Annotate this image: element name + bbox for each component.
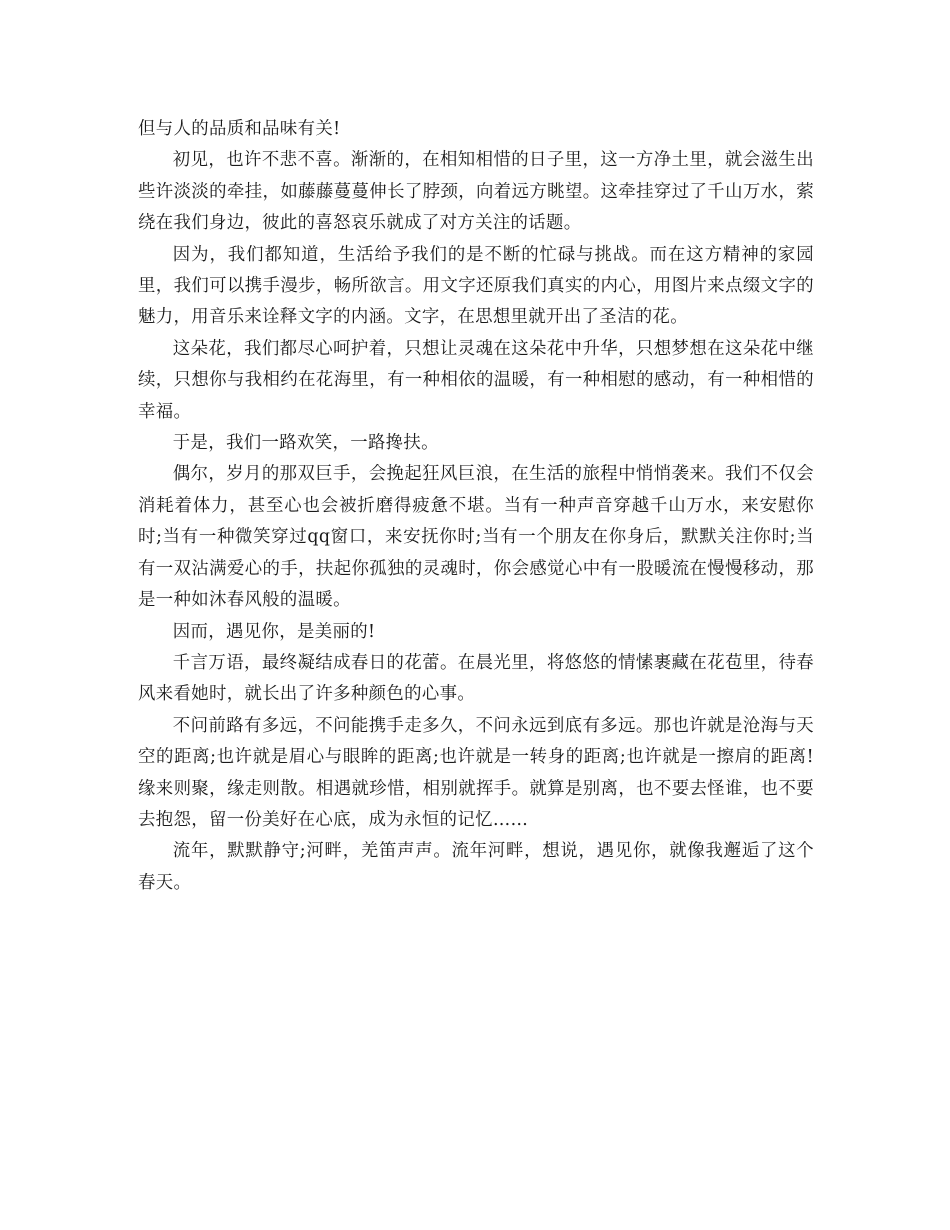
paragraph: 千言万语，最终凝结成春日的花蕾。在晨光里，将悠悠的情愫裹藏在花苞里，待春风来看她时，就长出了许多种颜色的心事。 (138, 652, 814, 705)
paragraph: 流年，默默静守;河畔，羌笛声声。流年河畔，想说，遇见你，就像我邂逅了这个春天。 (138, 841, 814, 893)
paragraph-continuation: 但与人的品质和品味有关! (138, 119, 341, 139)
paragraph: 因为，我们都知道，生活给予我们的是不断的忙碌与挑战。而在这方精神的家园里，我们可以携手漫步，畅所欲言。用文字还原我们真实的内心，用图片来点缀文字的魅力，用音乐来诠释文字的内涵。文字，在思想里就开出了圣洁的花。 (138, 244, 814, 328)
paragraph: 于是，我们一路欢笑，一路搀扶。 (172, 433, 439, 454)
paragraph: 偶尔，岁月的那双巨手，会挽起狂风巨浪，在生活的旅程中悄悄袭来。我们不仅会消耗着体力，甚至心也会被折磨得疲惫不堪。当有一种声音穿越千山万水，来安慰你时;当有一种微笑穿过qq窗口，来安抚你时;当有一个朋友在你身后，默默关注你时;当有一双沾满爱心的手，扶起你孤独的灵魂时，你会感觉心中有一股暖流在慢慢移动，那是一种如沐春风般的温暖。 (138, 464, 814, 611)
document-body (138, 114, 814, 899)
paragraph: 不问前路有多远，不问能携手走多久，不问永远到底有多远。那也许就是沧海与天空的距离;也许就是眉心与眼眸的距离;也许就是一转身的距离;也许就是一擦肩的距离!缘来则聚，缘走则散。相遇就珍惜，相别就挥手。就算是别离，也不要去怪谁，也不要去抱怨，留一份美好在心底，成为永恒的记忆…… (138, 715, 814, 830)
paragraph: 这朵花，我们都尽心呵护着，只想让灵魂在这朵花中升华，只想梦想在这朵花中继续，只想你与我相约在花海里，有一种相依的温暖，有一种相慰的感动，有一种相惜的幸福。 (138, 338, 814, 422)
paragraph: 因而，遇见你，是美丽的! (172, 621, 376, 642)
paragraph: 初见，也许不悲不喜。渐渐的，在相知相惜的日子里，这一方净土里，就会滋生出些许淡淡的牵挂，如藤藤蔓蔓伸长了脖颈，向着远方眺望。这牵挂穿过了千山万水，萦绕在我们身边，彼此的喜怒哀乐就成了对方关注的话题。 (138, 150, 814, 234)
